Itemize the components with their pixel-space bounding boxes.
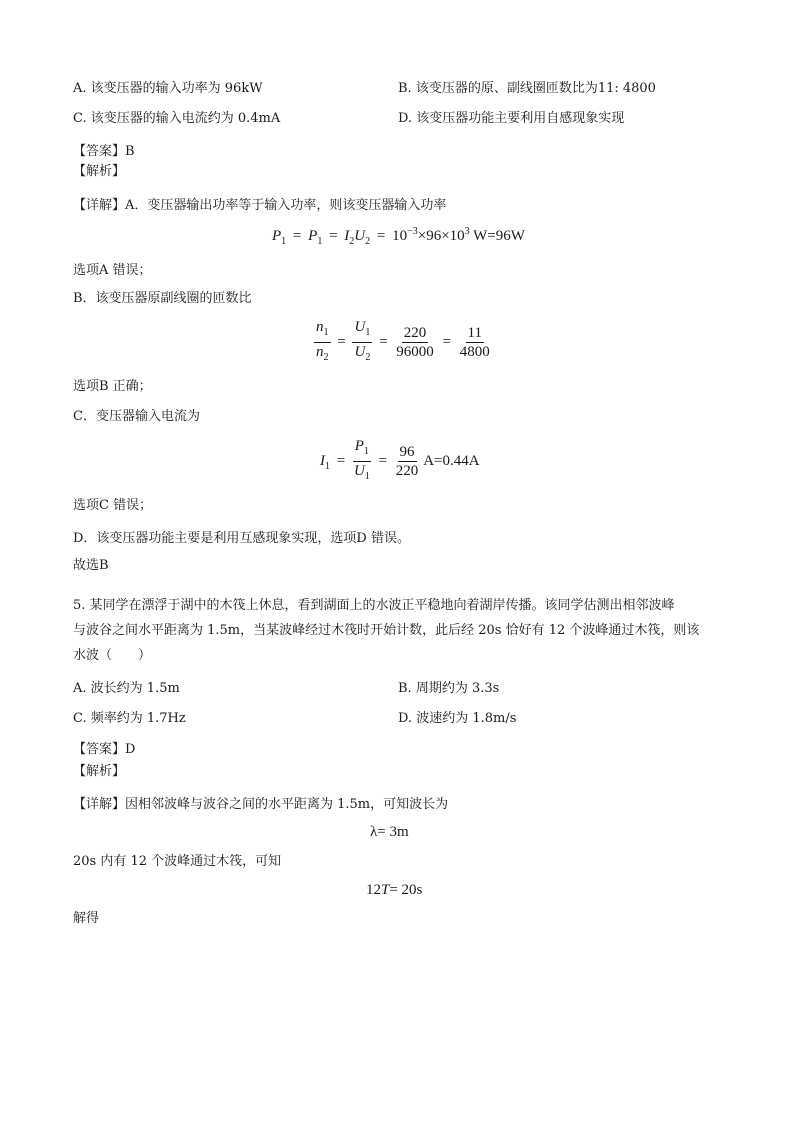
q4-equation-turns-ratio: $\frac{n_1}{n_2}$ = $\frac{U_1}{U_2}$ = $\frac{220}{96000}$ = $\frac{11}{4800}$ bbox=[316, 319, 490, 363]
q5-answer: 【答案】D bbox=[73, 742, 136, 757]
q4-b-intro: B．该变压器原副线圈的匝数比 bbox=[73, 291, 252, 306]
q5-option-b: B. 周期约为 3.3s bbox=[398, 681, 500, 696]
q4-d-text: D．该变压器功能主要是利用互感现象实现，选项D 错误。 bbox=[73, 531, 410, 546]
q5-analysis-heading: 【解析】 bbox=[73, 764, 126, 779]
q4-c-intro: C．变压器输入电流为 bbox=[73, 409, 200, 424]
q4-conclusion: 故选B bbox=[73, 558, 109, 573]
q4-option-a: A. 该变压器的输入功率为 96kW bbox=[73, 81, 263, 96]
q4-analysis-heading: 【解析】 bbox=[73, 164, 126, 179]
q4-answer: 【答案】B bbox=[73, 144, 135, 159]
q4-option-d: D. 该变压器功能主要利用自感现象实现 bbox=[398, 111, 625, 126]
q5-option-a: A. 波长约为 1.5m bbox=[73, 681, 180, 696]
q4-equation-current: $I_1$ = $\frac{P_1}{U_1}$ = $\frac{96}{220}$ A=0.44A bbox=[320, 438, 480, 482]
q5-option-d: D. 波速约为 1.8m/s bbox=[398, 711, 517, 726]
q4-option-c: C. 该变压器的输入电流约为 0.4mA bbox=[73, 111, 281, 126]
q5-stem-line3: 水波（ ） bbox=[73, 648, 152, 663]
q5-solve: 解得 bbox=[73, 911, 100, 926]
q4-option-b: B. 该变压器的原、副线圈匝数比为11: 4800 bbox=[398, 81, 656, 96]
q4-equation-power: $P_1 = P_1 = I_2U_2 = 10^{-3}\times 96\times 10^3$ W=96W bbox=[272, 226, 525, 247]
q4-c-wrong: 选项C 错误； bbox=[73, 498, 153, 513]
q4-detail: 【详解】A．变压器输出功率等于输入功率，则该变压器输入功率 bbox=[73, 198, 447, 213]
q5-detail: 【详解】因相邻波峰与波谷之间的水平距离为 1.5m，可知波长为 bbox=[73, 797, 449, 812]
q5-stem-line1: 5. 某同学在漂浮于湖中的木筏上休息，看到湖面上的水波正平稳地向着湖岸传播。该同学估测出相邻波峰 bbox=[73, 598, 675, 613]
q5-option-c: C. 频率约为 1.7Hz bbox=[73, 711, 186, 726]
q5-equation-wavelength: λ= 3m bbox=[370, 824, 409, 840]
q4-a-wrong: 选项A 错误； bbox=[73, 263, 152, 278]
q5-line2: 20s 内有 12 个波峰通过木筏，可知 bbox=[73, 854, 282, 869]
q5-equation-period: 12T= 20s bbox=[366, 882, 423, 898]
q5-stem-line2: 与波谷之间水平距离为 1.5m，当某波峰经过木筏时开始计数，此后经 20s 恰好有 12 个波峰通过木筏，则该 bbox=[73, 623, 700, 638]
q4-b-right: 选项B 正确； bbox=[73, 379, 152, 394]
